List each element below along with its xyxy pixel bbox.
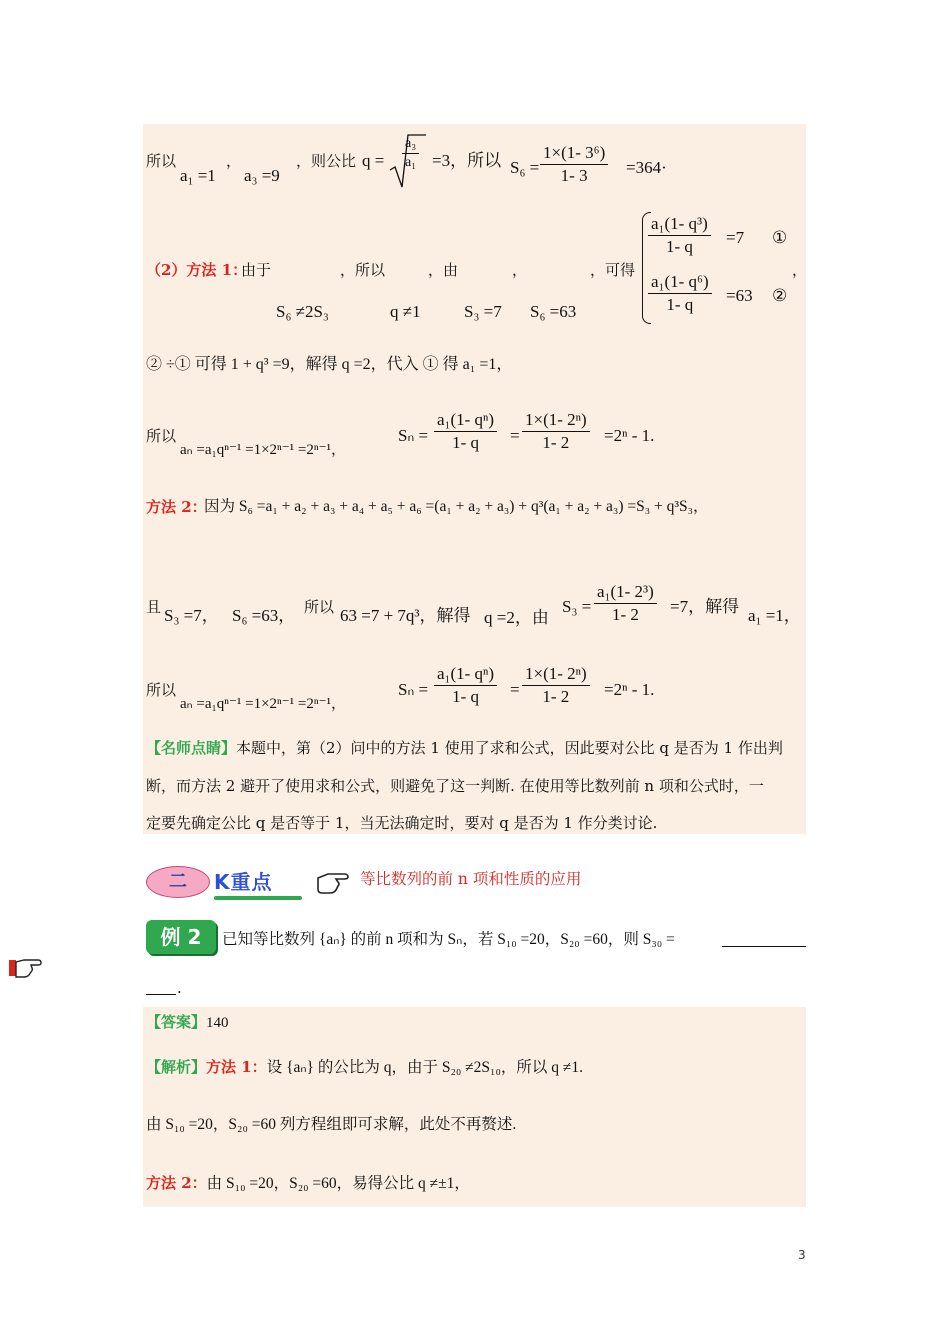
section-badge-text: K重点 — [214, 870, 273, 894]
q-label: q = — [362, 151, 385, 170]
example-badge: 例 2 — [146, 920, 216, 954]
method2b-line: 方法 2：由 S₁₀ =20，S₂₀ =60，易得公比 q ≠±1， — [146, 1174, 470, 1192]
answer-value: 140 — [206, 1015, 229, 1031]
suoyi-label: 所以 — [304, 598, 335, 616]
ratio-result: =3，所以 — [432, 151, 502, 170]
s6-eq-63: S₆ =63 — [530, 302, 577, 321]
system-comma: ， — [792, 261, 808, 279]
sn-result: =2ⁿ - 1. — [604, 426, 655, 445]
an-formula: aₙ =a₁qⁿ⁻¹ =1×2ⁿ⁻¹ =2ⁿ⁻¹， — [180, 442, 347, 458]
example-text: 已知等比数列 {aₙ} 的前 n 项和为 Sₙ，若 S₁₀ =20，S₂₀ =60，则 S₃₀ = — [222, 931, 675, 948]
s3-label: S₃ = — [562, 597, 592, 616]
a1-eq-1: a₁ =1， — [748, 606, 801, 625]
equation-1-rhs: =7 — [726, 228, 745, 247]
q-eq-2: q =2，由 — [484, 608, 549, 627]
sn-fraction-3: $\frac{\text{a₁(1- qⁿ)}}{1- q}$ — [434, 664, 497, 707]
s6-fraction: $\frac{\text{1×(1- 3⁶)}}{1- 3}$ — [540, 143, 608, 186]
analysis-line-2: 由 S₁₀ =20，S₂₀ =60 列方程组即可求解，此处不再赘述. — [146, 1116, 517, 1133]
sn-eq-2: = — [510, 680, 520, 699]
section-title: 等比数列的前 n 项和性质的应用 — [360, 870, 582, 888]
equation-2-tag: ② — [772, 286, 788, 305]
sn-fraction-1: $\frac{\text{a₁(1- qⁿ)}}{1- q}$ — [434, 410, 497, 453]
hand-marker-icon — [8, 954, 44, 980]
q-ne-1: q ≠1 — [390, 302, 421, 321]
sn-fraction-2: $\frac{\text{1×(1- 2ⁿ)}}{1- 2}$ — [522, 410, 590, 453]
method1-you: ，由 — [428, 261, 459, 279]
method1-youyu: 由于 — [241, 261, 272, 279]
qie-label: 且 — [146, 598, 162, 616]
equation-2-fraction: $\frac{\text{a₁(1- q⁶)}}{1- q}$ — [648, 272, 712, 315]
answer-label: 【答案】 — [146, 1013, 207, 1031]
sn-result-2: =2ⁿ - 1. — [604, 680, 655, 699]
analysis-label: 【解析】 — [146, 1058, 207, 1076]
divide-line: ② ÷① 可得 1 + q³ =9，解得 q =2，代入 ① 得 a₁ =1， — [146, 356, 513, 373]
tip-label: 【名师点睛】 — [146, 739, 237, 757]
s6-result: =364· — [626, 158, 667, 177]
an-label-2: 所以 — [146, 681, 177, 699]
answer-blank-2 — [146, 994, 176, 995]
line-1-label: 所以 — [146, 152, 177, 170]
sn-label-2: Sₙ = — [398, 680, 429, 699]
method1-suoyi: ，所以 — [340, 261, 386, 279]
an-formula-2: aₙ =a₁qⁿ⁻¹ =1×2ⁿ⁻¹ =2ⁿ⁻¹， — [180, 696, 347, 712]
section-underline — [214, 896, 302, 900]
s6-label: S₆ = — [510, 158, 540, 177]
s3-7: S₃ =7， — [164, 606, 219, 625]
method2-label: 方法 2： — [146, 498, 207, 516]
method1-label: （2）方法 1： — [146, 261, 248, 279]
method1-kede: ，可得 — [590, 261, 636, 279]
s3-fraction: $\frac{\text{a₁(1- 2³)}}{1- 2}$ — [594, 582, 657, 625]
a1-value: a₁ =1 — [180, 166, 216, 185]
tip-line-1: 【名师点睛】本题中，第（2）问中的方法 1 使用了求和公式，因此要对公比 q 是否为 1 作出判 — [146, 739, 783, 757]
comma: ， — [226, 152, 242, 170]
equation-63: 63 =7 + 7q³，解得 — [340, 606, 471, 625]
tip-line-3: 定要先确定公比 q 是否等于 1，当无法确定时，要对 q 是否为 1 作分类讨论. — [146, 814, 658, 832]
page-number: 3 — [798, 1248, 806, 1262]
pointing-hand-icon — [314, 866, 354, 896]
ratio-label: ，则公比 — [296, 152, 357, 170]
answer-line — [146, 1012, 229, 1033]
tip-line-2: 断，而方法 2 避开了使用求和公式，则避免了这一判断. 在使用等比数列前 n 项和公式时，一 — [146, 777, 764, 795]
s6-63: S₆ =63， — [232, 606, 296, 625]
s3-eq-7: S₃ =7 — [464, 302, 502, 321]
equation-1-tag: ① — [772, 228, 788, 247]
analysis-line: 【解析】方法 1：设 {aₙ} 的公比为 q，由于 S₂₀ ≠2S₁₀，所以 q ≠1. — [146, 1058, 583, 1076]
equation-2-rhs: =63 — [726, 286, 753, 305]
method2-formula: 因为 S₆ =a₁ + a₂ + a₃ + a₄ + a₅ + a₆ =(a₁ + a₂ + a₃) + q³(a₁ + a₂ + a₃) =S₃ + q³S₃， — [204, 498, 709, 515]
s6-ne-2s3: S₆ ≠2S₃ — [276, 302, 329, 321]
example-end: . — [177, 979, 182, 997]
sn-eq: = — [510, 426, 520, 445]
a3-value: a₃ =9 — [244, 166, 280, 185]
sn-fraction-4: $\frac{\text{1×(1- 2ⁿ)}}{1- 2}$ — [522, 664, 590, 707]
equation-1-fraction: $\frac{\text{a₁(1- q³)}}{1- q}$ — [648, 214, 711, 257]
section-badge: 二 — [146, 866, 210, 898]
sn-label: Sₙ = — [398, 426, 429, 445]
method1-comma: ， — [512, 261, 528, 279]
s3-result: =7，解得 — [670, 597, 740, 616]
answer-blank — [722, 946, 806, 947]
sqrt-fraction: $\frac{\text{a₃}}{\text{a₁}}$ — [402, 136, 419, 171]
an-label: 所以 — [146, 427, 177, 445]
